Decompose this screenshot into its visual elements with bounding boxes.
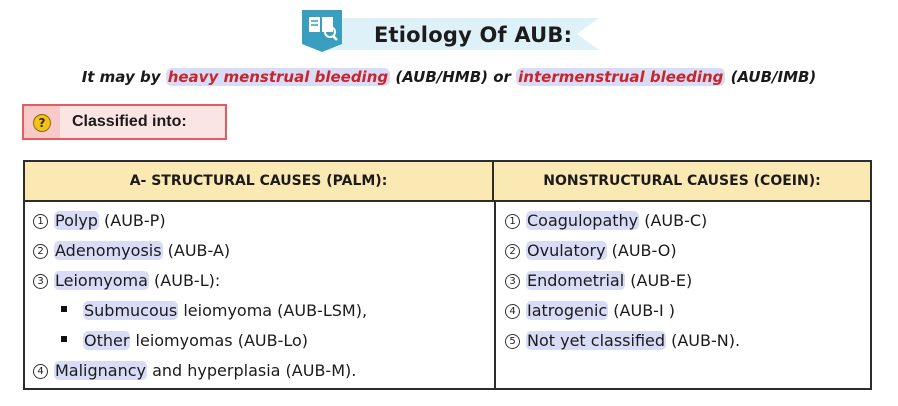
cause-code: leiomyomas (AUB-Lo) bbox=[130, 331, 309, 350]
intro-prefix: It may by bbox=[81, 68, 166, 86]
column-divider bbox=[494, 202, 496, 388]
cause-term: Submucous bbox=[84, 301, 178, 320]
cause-code: and hyperplasia (AUB-M). bbox=[147, 361, 357, 380]
number-badge: 1 bbox=[505, 214, 520, 229]
list-item bbox=[33, 266, 488, 296]
cause-term: Coagulopathy bbox=[527, 211, 639, 230]
title-banner bbox=[300, 8, 610, 58]
cause-code: (AUB-C) bbox=[639, 211, 708, 230]
intro-term-imb: intermenstrual bleeding bbox=[518, 68, 724, 86]
number-badge: 4 bbox=[505, 304, 520, 319]
list-item bbox=[505, 326, 865, 356]
list-item bbox=[505, 236, 865, 266]
book-search-icon bbox=[300, 8, 344, 52]
cause-code: (AUB-L): bbox=[148, 271, 221, 290]
cause-code: (AUB-P) bbox=[98, 211, 166, 230]
number-badge: 1 bbox=[33, 214, 48, 229]
cause-code: (AUB-E) bbox=[625, 271, 693, 290]
number-badge: 2 bbox=[33, 244, 48, 259]
cause-term: Other bbox=[84, 331, 130, 350]
cause-term: Iatrogenic bbox=[527, 301, 608, 320]
number-badge: 5 bbox=[505, 334, 520, 349]
etiology-table bbox=[23, 160, 872, 390]
intro-mid: (AUB/HMB) or bbox=[390, 68, 517, 86]
list-item bbox=[505, 206, 865, 236]
structural-list bbox=[33, 206, 488, 386]
number-badge: 4 bbox=[33, 364, 48, 379]
intro-suffix: (AUB/IMB) bbox=[725, 68, 817, 86]
classified-label: Classified into: bbox=[72, 113, 187, 130]
cause-code: leiomyoma (AUB-LSM), bbox=[178, 301, 368, 320]
list-item bbox=[505, 266, 865, 296]
structural-header: A- STRUCTURAL CAUSES (PALM): bbox=[25, 162, 494, 202]
bullet-icon bbox=[61, 306, 67, 312]
intro-term-hmb: heavy menstrual bleeding bbox=[167, 68, 389, 86]
cause-term: Not yet classified bbox=[527, 331, 666, 350]
number-badge: 3 bbox=[505, 274, 520, 289]
list-item bbox=[505, 296, 865, 326]
cause-term: Leiomyoma bbox=[55, 271, 148, 290]
cause-term: Adenomyosis bbox=[55, 241, 162, 260]
list-item bbox=[33, 236, 488, 266]
nonstructural-header: NONSTRUCTURAL CAUSES (COEIN): bbox=[494, 162, 870, 202]
cause-term: Endometrial bbox=[527, 271, 625, 290]
cause-code: (AUB-O) bbox=[606, 241, 677, 260]
cause-term: Polyp bbox=[55, 211, 98, 230]
question-icon: ? bbox=[33, 114, 51, 132]
list-item bbox=[33, 206, 488, 236]
bullet-icon bbox=[61, 336, 67, 342]
cause-code: (AUB-N). bbox=[666, 331, 741, 350]
classified-box bbox=[22, 104, 227, 140]
page-title: Etiology Of AUB: bbox=[374, 23, 573, 47]
number-badge: 2 bbox=[505, 244, 520, 259]
intro-sentence bbox=[0, 68, 898, 86]
sub-list-item bbox=[33, 296, 488, 326]
cause-term: Malignancy bbox=[55, 361, 147, 380]
cause-code: (AUB-A) bbox=[162, 241, 231, 260]
cause-term: Ovulatory bbox=[527, 241, 606, 260]
list-item bbox=[33, 356, 488, 386]
cause-code: (AUB-I ) bbox=[608, 301, 675, 320]
nonstructural-list bbox=[505, 206, 865, 356]
sub-list-item bbox=[33, 326, 488, 356]
number-badge: 3 bbox=[33, 274, 48, 289]
